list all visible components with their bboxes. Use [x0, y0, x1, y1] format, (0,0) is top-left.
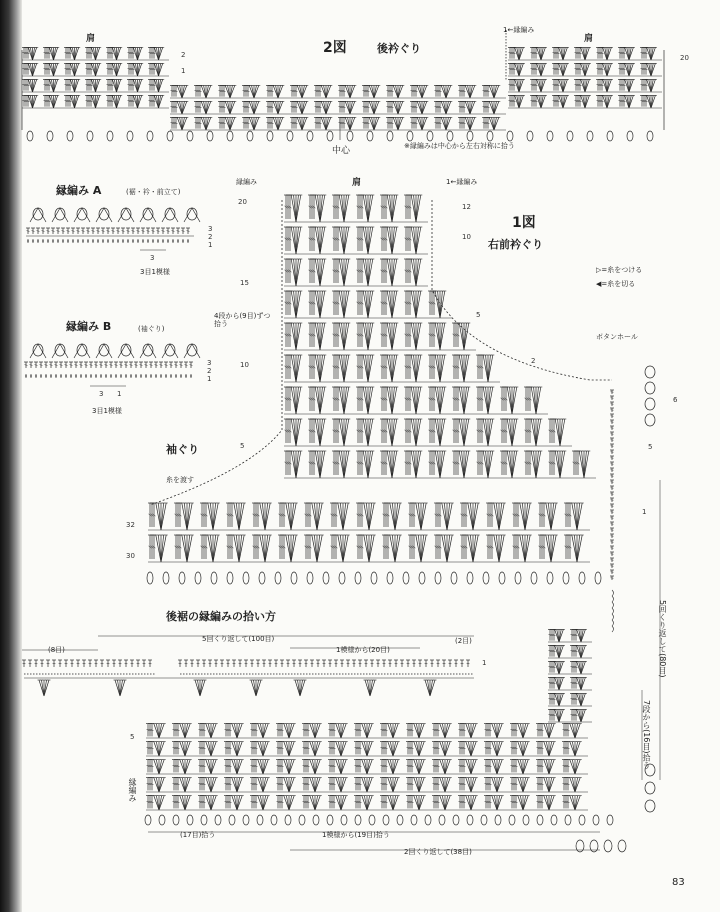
sleeve-opening-label: 袖ぐり: [166, 443, 199, 456]
hem-row-1: 1: [482, 659, 487, 667]
fig1-row-5: 5: [240, 442, 245, 450]
edging-a-row-1: 1: [208, 241, 213, 249]
edging-a-repeat: 3目1模様: [140, 268, 170, 276]
edging-a-row-3: 3: [208, 225, 213, 233]
fig1-edge-row-6: 6: [673, 396, 678, 404]
legend-cut: ◀=糸を切る: [596, 280, 636, 288]
fig1-row-32: 32: [126, 521, 135, 529]
edging-a-title: 縁編み A: [56, 184, 102, 197]
fig1-pickup-note: 4段から(9目)ずつ拾う: [214, 312, 271, 328]
fig2-row-1: 1: [181, 67, 186, 75]
edging-a-row-2: 2: [208, 233, 213, 241]
fig1-edging-right: 1←縁編み: [446, 178, 478, 186]
side-measure-16: 7段から(16目)拾う: [642, 700, 651, 770]
edging-a-chart: [26, 208, 200, 250]
fig1-row-30: 30: [126, 552, 135, 560]
hem-repeat-38: 2回くり返して(38目): [404, 848, 472, 856]
fig1-row-r12: 12: [462, 203, 471, 211]
hem-from-pattern-19: 1模様から(19目)拾う: [322, 831, 390, 839]
fig2-note: ※縁編みは中心から左右対称に拾う: [404, 142, 515, 150]
fig2-row-2: 2: [181, 51, 186, 59]
fig2-center: 中心: [332, 146, 351, 156]
fig1-row-r10: 10: [462, 233, 471, 241]
edging-b-note: (袖ぐり): [138, 325, 165, 333]
fig1-row-10: 10: [240, 361, 249, 369]
edging-b-repeat-num-3: 3: [99, 390, 104, 398]
fig1-lower-body-chart: [145, 629, 655, 852]
fig2-shoulder-right: 肩: [584, 34, 594, 44]
fig1-edge-row-5: 5: [648, 443, 653, 451]
edging-b-row-2: 2: [207, 367, 212, 375]
fig1-shoulder: 肩: [352, 178, 362, 188]
fig1-row-20: 20: [238, 198, 247, 206]
hem-count-2: (2目): [455, 637, 472, 645]
fig1-edge-row-2: 2: [531, 357, 536, 365]
fig2-subtitle: 後衿ぐり: [377, 42, 421, 55]
fig2-title: 2図: [323, 40, 347, 56]
hem-pick-17: (17目)拾う: [180, 831, 216, 839]
hem-repeat-100: 5回くり返して(100目): [202, 635, 275, 643]
edging-a-note: (裾・衿・前立て): [126, 188, 181, 196]
edging-b-chart: [24, 344, 200, 386]
edging-b-row-3: 3: [207, 359, 212, 367]
back-hem-title: 後裾の縁編みの拾い方: [166, 610, 276, 623]
edging-b-row-1: 1: [207, 375, 212, 383]
fig1-right-front-chart: [147, 195, 655, 584]
thread-join-label: 糸を渡す: [166, 476, 194, 484]
side-measure-80: 5回くり返して(80目): [658, 600, 667, 678]
buttonhole-label: ボタンホール: [596, 333, 638, 341]
edging-b-repeat: 3目1模様: [92, 407, 122, 415]
dimension-lines: [22, 480, 660, 850]
hem-edging-label: 縁編み: [128, 778, 137, 802]
fig2-row-20: 20: [680, 54, 689, 62]
fig1-row-15: 15: [240, 279, 249, 287]
edging-b-repeat-num-1: 1: [117, 390, 122, 398]
edging-a-repeat-num: 3: [150, 254, 155, 262]
edging-b-title: 縁編み B: [66, 320, 112, 333]
fig2-edging-marker: 1←縁編み: [503, 26, 535, 34]
fig1-title: 1図: [512, 215, 536, 231]
back-hem-pickup-chart: [22, 660, 474, 696]
hem-row-5: 5: [130, 733, 135, 741]
hem-from-pattern-20: 1模様から(20目): [336, 646, 390, 654]
fig1-subtitle: 右前衿ぐり: [488, 238, 543, 251]
legend-attach: ▷=糸をつける: [596, 266, 643, 274]
fig1-edging-left: 縁編み: [236, 178, 257, 186]
fig2-shoulder-left: 肩: [86, 34, 96, 44]
page-number: 83: [672, 877, 685, 888]
fig1-edge-row-1: 1: [642, 508, 647, 516]
fig1-row-r5: 5: [476, 311, 481, 319]
hem-count-8: (8目): [48, 646, 65, 654]
